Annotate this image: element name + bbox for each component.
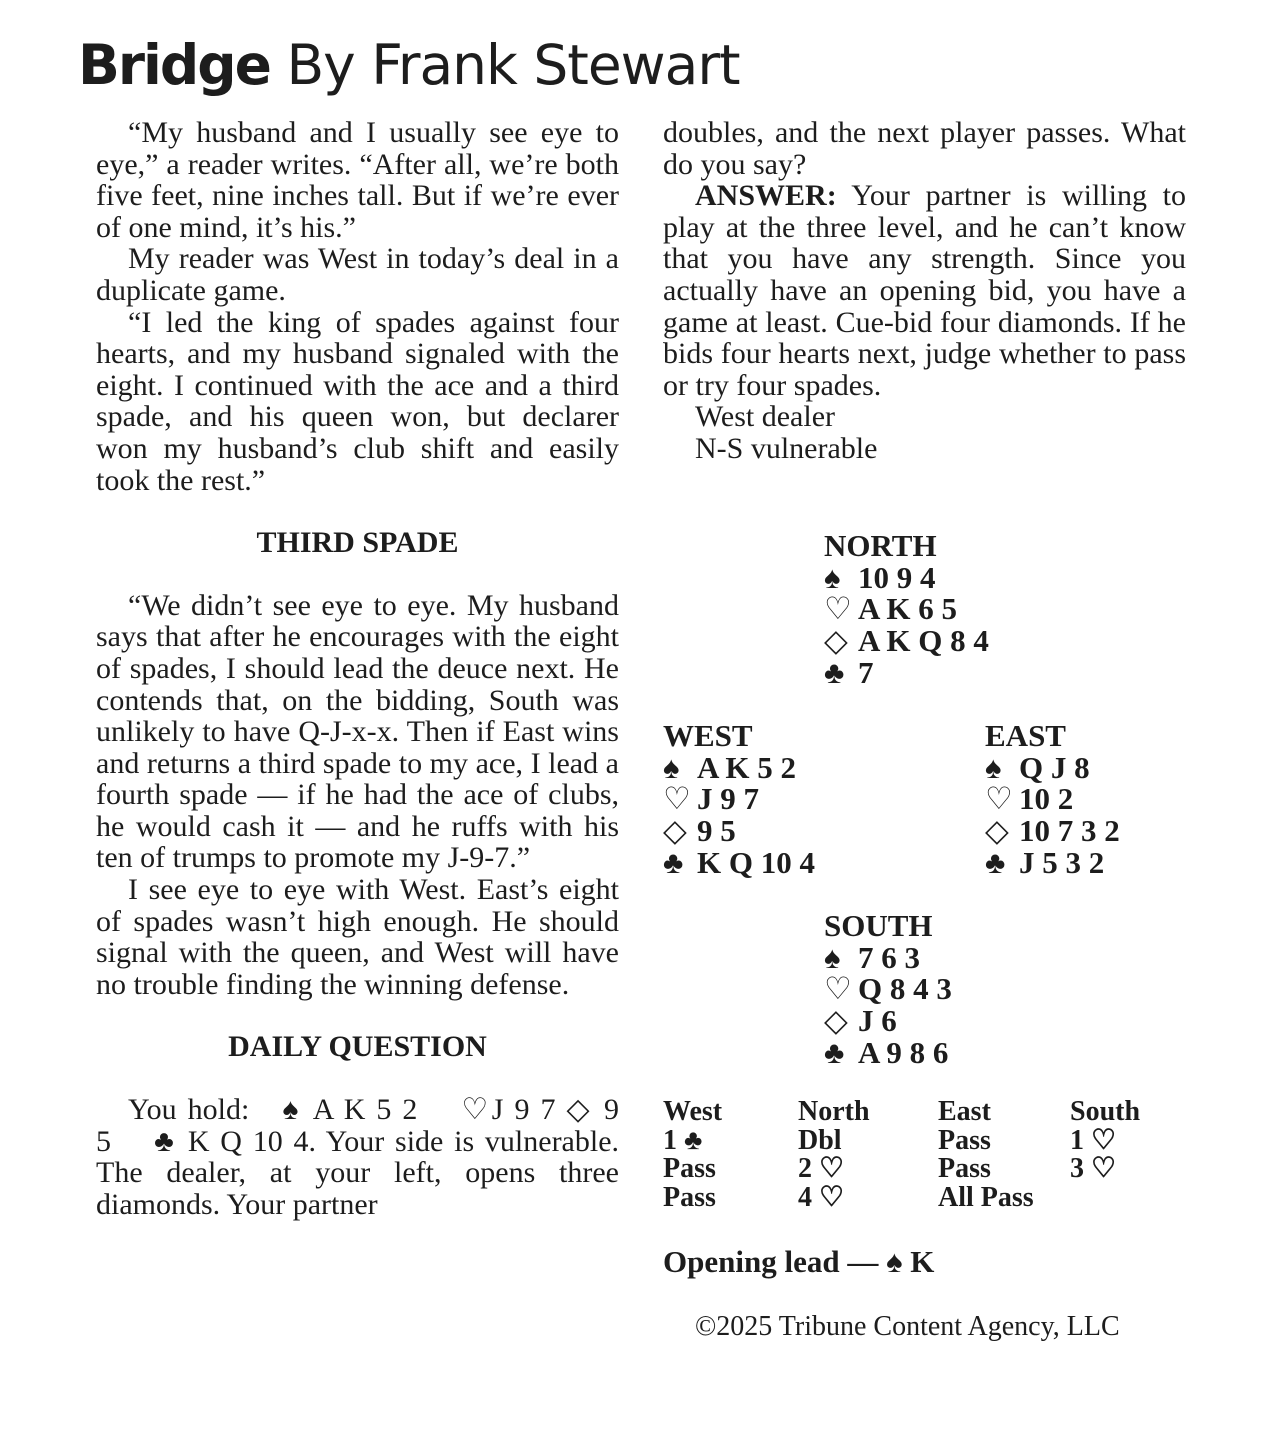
auction-row [663,1155,1190,1184]
suit-row-diamonds [663,815,815,847]
cards: A K Q 8 4 [858,623,989,659]
heart-icon: ♡ [824,971,852,1007]
question-clubs: K Q 10 4 [187,1124,309,1158]
suit-row-diamonds [824,1005,952,1037]
opening-lead-card: K [910,1244,935,1279]
club-icon: ♣ [663,844,684,880]
answer-label: ANSWER: [695,179,837,213]
question-text: . Your side is vulnerable. The dealer, at your left, opens three diamonds. Your partner [96,1124,620,1221]
subheading-daily-question: DAILY QUESTION [228,1030,487,1064]
heart-icon: ♡ [824,591,852,627]
question-continued: doubles, and the next player passes. What do you say? [663,116,1186,181]
diamond-icon: ◇ [566,1093,594,1127]
body-paragraph: My reader was West in today’s deal in a duplicate game. [96,242,619,307]
question-hearts: J 9 7 [491,1093,556,1127]
cards: J 9 7 [697,781,759,817]
cards: 7 6 3 [858,939,920,975]
heart-icon: ♡ [461,1093,492,1127]
cards: J 6 [858,1003,897,1039]
cards: 7 [858,654,874,690]
suit-row-diamonds [985,815,1120,847]
auction-table [663,1098,1190,1212]
auction-row [663,1181,1190,1213]
vulnerability-line: N-S vulnerable [695,431,878,465]
suit-row-spades [663,749,815,785]
cards: A 9 8 6 [858,1034,949,1070]
body-paragraph: “We didn’t see eye to eye. My husband says that after he encourages with the eight of spades, I should lead the deuce next. He contends that, on the bidding, South was unlikely to have Q-J-x-x. Then if East wins and returns a third spade to my ace, I lead a fourth spade — if he had the ace of clubs, he would cash it — and he ruffs with his ten of trumps to promote my J-9-7.” [96,588,619,875]
auction-bid: 4 ♡ [798,1181,845,1213]
heart-icon: ♡ [985,781,1013,817]
cards: 10 2 [1019,781,1074,817]
auction-bid: Dbl [798,1124,842,1156]
column-title: Bridge [78,33,270,97]
auction-bid: 3 ♡ [1070,1153,1117,1184]
answer-text: Your partner is willing to play at the three level, and he can’t know that you have any strength. Since you actually have an opening bid, you have a game at least. Cue-bid four diamonds. If he bids four hearts next, judge whether to pass or try four spades. [663,179,1186,402]
club-icon: ♣ [985,844,1006,880]
heart-icon: ♡ [663,781,691,817]
spade-icon: ♠ [886,1244,903,1279]
spade-icon: ♠ [824,939,841,975]
spade-icon: ♠ [282,1093,302,1127]
hand-label: SOUTH [824,908,933,943]
diamond-icon: ◇ [663,813,687,849]
diamond-icon: ◇ [824,1003,848,1039]
auction-bid [1070,1184,1190,1213]
body-paragraph: “I led the king of spades against four hearts, and my husband signaled with the eight. I continued with the ace and a third spade, and his queen won, but declarer won my husband’s club shift and easily took the rest.” [96,305,619,497]
auction-bid: Pass [663,1153,716,1184]
spade-icon: ♠ [985,749,1002,785]
auction-header: North [798,1096,870,1127]
question-intro: You hold: [128,1093,250,1127]
suit-row-spades [824,939,952,975]
suit-row-clubs [824,654,989,690]
auction-bid: All Pass [938,1181,1034,1213]
auction-bid: Pass [663,1181,716,1213]
suit-row-diamonds [824,625,989,657]
left-column [96,117,619,1220]
suit-row-hearts [824,593,989,625]
cards: Q J 8 [1019,749,1090,785]
suit-row-clubs [824,1034,952,1070]
hand-east [985,720,1120,879]
club-icon: ♣ [154,1124,178,1158]
auction-bid: Pass [938,1153,991,1184]
hand-north [824,530,989,689]
right-column [663,117,1186,465]
dealer-line: West dealer [695,400,836,434]
cards: 9 5 [697,813,736,849]
auction-row [663,1124,1190,1156]
auction-header-row [663,1098,1190,1127]
cards: J 5 3 2 [1019,844,1105,880]
auction-header: South [1070,1096,1141,1127]
club-icon: ♣ [824,654,845,690]
suit-row-clubs [663,844,815,880]
body-paragraph: “My husband and I usually see eye to eye,” a reader writes. “After all, we’re both five feet, nine inches tall. But if we’re ever of one mind, it’s his.” [96,116,619,244]
diamond-icon: ◇ [824,623,848,659]
hand-west [663,720,815,879]
auction-header: East [938,1096,991,1127]
suit-row-spades [824,559,989,595]
club-icon: ♣ [824,1034,845,1070]
hand-label: NORTH [824,528,937,563]
auction-bid: 2 ♡ [798,1153,845,1184]
cards: A K 5 2 [697,749,797,785]
suit-row-clubs [985,844,1120,880]
auction-bid: 1 ♡ [1070,1124,1117,1156]
page-header [78,30,740,100]
cards: Q 8 4 3 [858,971,952,1007]
cards: A K 6 5 [858,591,958,627]
spade-icon: ♠ [663,749,680,785]
diamond-icon: ◇ [985,813,1009,849]
subheading-third-spade: THIRD SPADE [256,526,459,560]
body-paragraph: I see eye to eye with West. East’s eight of spades wasn’t high enough. He should signal with the queen, and West will have no trouble finding the winning defense. [96,873,619,1001]
cards: 10 7 3 2 [1019,813,1120,849]
spade-icon: ♠ [824,559,841,595]
suit-row-hearts [663,783,815,815]
opening-lead-label: Opening lead — [663,1244,879,1279]
hand-label: WEST [663,718,753,753]
cards: K Q 10 4 [697,844,815,880]
opening-lead [663,1245,934,1279]
answer-paragraph [663,180,1186,401]
column-byline: By Frank Stewart [286,33,740,97]
daily-question-paragraph [96,1094,619,1220]
auction-header: West [663,1096,723,1127]
suit-row-spades [985,749,1120,785]
copyright-notice: ©2025 Tribune Content Agency, LLC [695,1311,1120,1342]
hand-south [824,910,952,1069]
cards: 10 9 4 [858,559,936,595]
question-diamonds: 9 5 [96,1093,620,1158]
auction-bid: Pass [938,1124,991,1156]
question-spades: A K 5 2 [312,1093,418,1127]
hand-label: EAST [985,718,1066,753]
suit-row-hearts [985,783,1120,815]
auction-bid: 1 ♣ [663,1124,703,1156]
suit-row-hearts [824,973,952,1005]
